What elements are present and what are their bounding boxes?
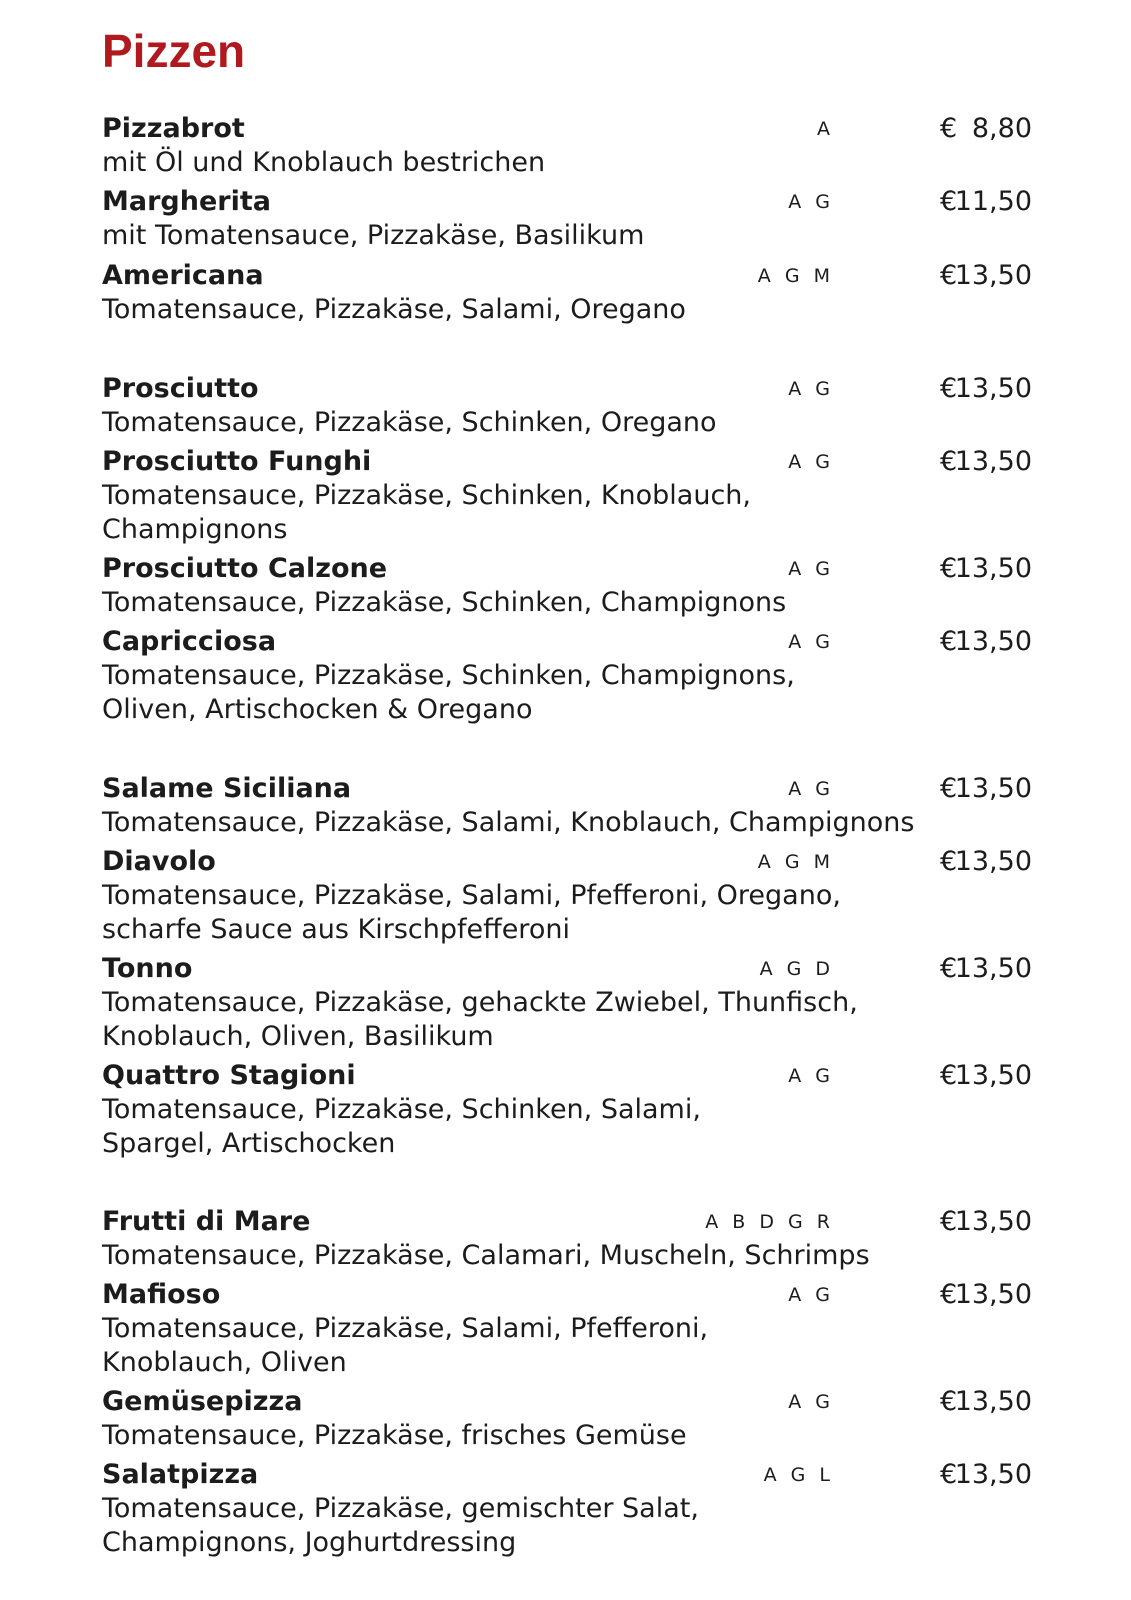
price-amount: 13,50	[954, 553, 1032, 584]
page-title: Pizzen	[102, 25, 246, 77]
price-amount: 13,50	[954, 373, 1032, 404]
item-name: Quattro Stagioni	[102, 1060, 356, 1091]
item-description: scharfe Sauce aus Kirschpfefferoni	[102, 914, 570, 945]
price-amount: 13,50	[954, 953, 1032, 984]
allergen-codes: A B D G R	[705, 1211, 834, 1233]
item-name: Pizzabrot	[102, 113, 245, 144]
item-name: Capricciosa	[102, 626, 277, 657]
menu-item	[102, 625, 1032, 727]
allergen-codes: A G	[788, 1391, 834, 1413]
menu-item	[102, 259, 1032, 327]
currency-symbol: €	[940, 113, 958, 144]
item-description: mit Öl und Knoblauch bestrichen	[102, 147, 546, 178]
allergen-codes: A G	[788, 378, 834, 400]
currency-symbol: €	[940, 446, 958, 477]
price-amount: 13,50	[954, 1386, 1032, 1417]
item-price	[940, 772, 1032, 806]
item-description: Champignons, Joghurtdressing	[102, 1527, 517, 1558]
item-price	[940, 552, 1032, 586]
item-description: Tomatensauce, Pizzakäse, gehackte Zwiebel, Thunfisch,	[102, 987, 858, 1018]
price-amount: 13,50	[954, 260, 1032, 291]
item-description: Tomatensauce, Pizzakäse, gemischter Salat,	[102, 1493, 699, 1524]
allergen-codes: A	[817, 118, 834, 140]
item-name: Salatpizza	[102, 1459, 259, 1490]
price-amount: 13,50	[954, 1279, 1032, 1310]
currency-symbol: €	[940, 373, 958, 404]
currency-symbol: €	[940, 773, 958, 804]
item-description: Tomatensauce, Pizzakäse, Schinken, Champignons,	[102, 660, 795, 691]
item-price	[940, 1059, 1032, 1093]
currency-symbol: €	[940, 953, 958, 984]
item-price	[940, 112, 1032, 146]
allergen-codes: A G	[788, 451, 834, 473]
menu-item	[102, 1205, 1032, 1273]
currency-symbol: €	[940, 1459, 958, 1490]
currency-symbol: €	[940, 553, 958, 584]
price-amount: 13,50	[954, 446, 1032, 477]
item-name: Prosciutto Funghi	[102, 446, 372, 477]
item-description: Tomatensauce, Pizzakäse, Schinken, Salami,	[102, 1094, 701, 1125]
currency-symbol: €	[940, 186, 958, 217]
menu-item	[102, 185, 1032, 253]
item-name: Diavolo	[102, 846, 216, 877]
item-description: Spargel, Artischocken	[102, 1128, 396, 1159]
menu-item	[102, 552, 1032, 620]
allergen-codes: A G	[788, 631, 834, 653]
item-price	[940, 1205, 1032, 1239]
item-price	[940, 372, 1032, 406]
item-name: Margherita	[102, 186, 271, 217]
currency-symbol: €	[940, 1386, 958, 1417]
currency-symbol: €	[940, 626, 958, 657]
menu-item	[102, 772, 1032, 840]
item-price	[940, 1458, 1032, 1492]
item-price	[940, 259, 1032, 293]
menu-item	[102, 845, 1032, 947]
item-name: Americana	[102, 260, 264, 291]
allergen-codes: A G L	[763, 1464, 834, 1486]
item-price	[940, 1385, 1032, 1419]
allergen-codes: A G	[788, 558, 834, 580]
menu-item	[102, 952, 1032, 1054]
currency-symbol: €	[940, 1060, 958, 1091]
allergen-codes: A G D	[759, 958, 834, 980]
item-price	[940, 185, 1032, 219]
price-amount: 13,50	[954, 1206, 1032, 1237]
item-name: Salame Siciliana	[102, 773, 352, 804]
menu-item	[102, 1059, 1032, 1161]
item-description: Tomatensauce, Pizzakäse, Salami, Knoblauch, Champignons	[102, 807, 915, 838]
price-amount: 8,80	[971, 113, 1032, 144]
menu-item	[102, 1385, 1032, 1453]
item-name: Tonno	[102, 953, 193, 984]
menu-item	[102, 1278, 1032, 1380]
item-price	[940, 445, 1032, 479]
item-price	[940, 845, 1032, 879]
allergen-codes: A G M	[757, 851, 834, 873]
item-price	[940, 1278, 1032, 1312]
currency-symbol: €	[940, 1206, 958, 1237]
menu-item	[102, 445, 1032, 547]
item-description: Tomatensauce, Pizzakäse, frisches Gemüse	[102, 1420, 687, 1451]
item-description: Tomatensauce, Pizzakäse, Salami, Oregano	[102, 294, 686, 325]
currency-symbol: €	[940, 846, 958, 877]
item-description: Tomatensauce, Pizzakäse, Salami, Pfefferoni, Oregano,	[102, 880, 841, 911]
item-name: Prosciutto Calzone	[102, 553, 388, 584]
menu-item	[102, 372, 1032, 440]
item-description: Tomatensauce, Pizzakäse, Schinken, Oregano	[102, 407, 717, 438]
item-description: Tomatensauce, Pizzakäse, Calamari, Muscheln, Schrimps	[102, 1240, 870, 1271]
menu-item	[102, 112, 1032, 180]
item-price	[940, 625, 1032, 659]
price-amount: 13,50	[954, 773, 1032, 804]
item-description: Tomatensauce, Pizzakäse, Schinken, Champignons	[102, 587, 787, 618]
currency-symbol: €	[940, 260, 958, 291]
item-price	[940, 952, 1032, 986]
allergen-codes: A G	[788, 191, 834, 213]
currency-symbol: €	[940, 1279, 958, 1310]
allergen-codes: A G	[788, 1284, 834, 1306]
item-description: Knoblauch, Oliven, Basilikum	[102, 1021, 494, 1052]
item-name: Gemüsepizza	[102, 1386, 303, 1417]
item-name: Mafioso	[102, 1279, 221, 1310]
item-description: Knoblauch, Oliven	[102, 1347, 347, 1378]
price-amount: 13,50	[954, 1060, 1032, 1091]
item-name: Prosciutto	[102, 373, 259, 404]
item-description: Tomatensauce, Pizzakäse, Schinken, Knoblauch,	[102, 480, 752, 511]
price-amount: 11,50	[954, 186, 1032, 217]
allergen-codes: A G M	[757, 265, 834, 287]
allergen-codes: A G	[788, 1065, 834, 1087]
item-description: Champignons	[102, 514, 288, 545]
item-description: Tomatensauce, Pizzakäse, Salami, Pfefferoni,	[102, 1313, 709, 1344]
price-amount: 13,50	[954, 1459, 1032, 1490]
price-amount: 13,50	[954, 626, 1032, 657]
item-description: mit Tomatensauce, Pizzakäse, Basilikum	[102, 220, 645, 251]
allergen-codes: A G	[788, 778, 834, 800]
menu-item	[102, 1458, 1032, 1560]
item-name: Frutti di Mare	[102, 1206, 311, 1237]
item-description: Oliven, Artischocken & Oregano	[102, 694, 533, 725]
price-amount: 13,50	[954, 846, 1032, 877]
